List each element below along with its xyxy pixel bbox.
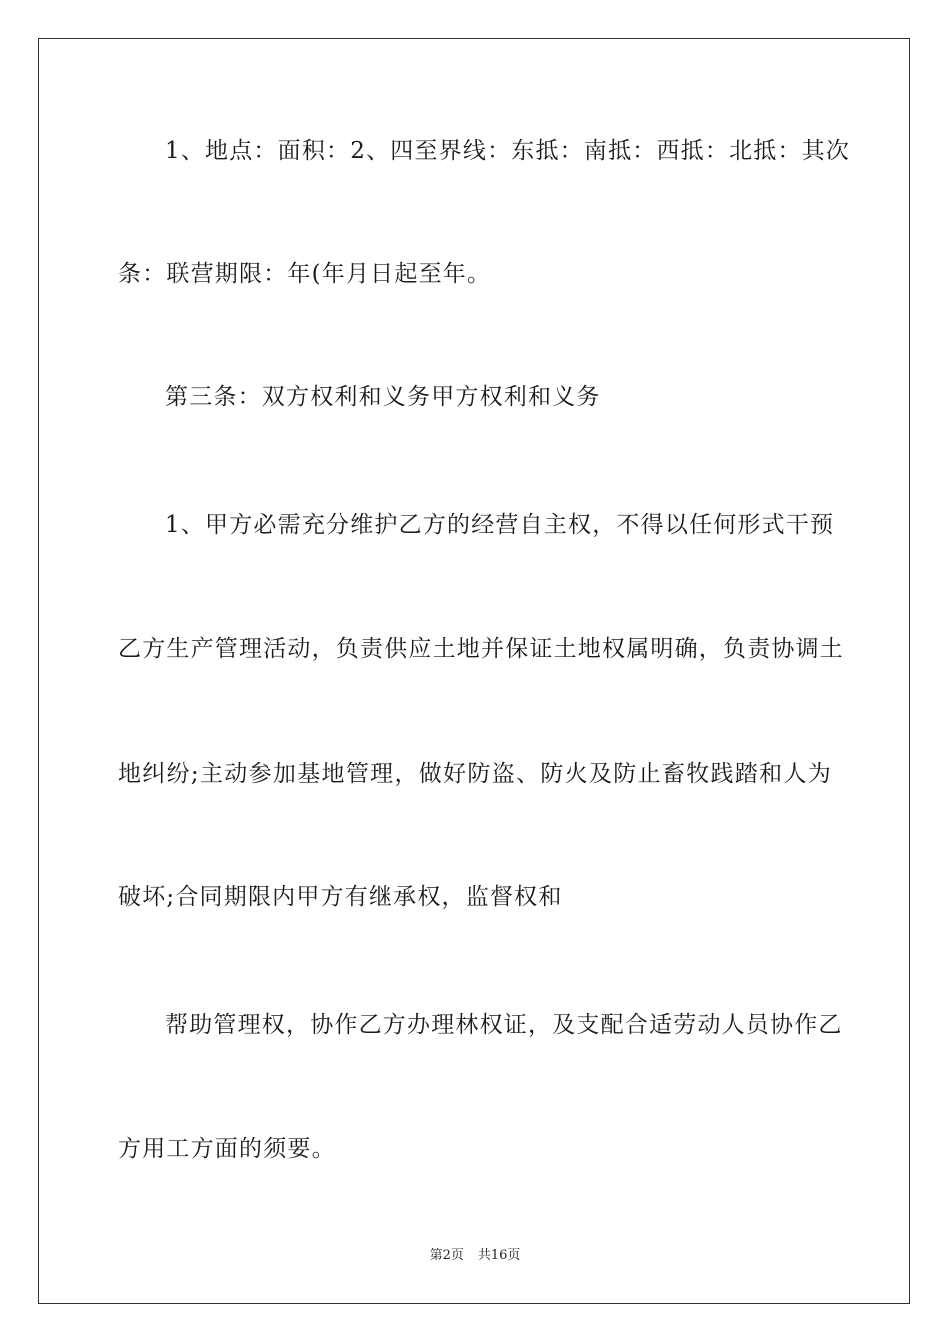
page-number: 第2页	[429, 1248, 464, 1263]
paragraph-line-4: 1、甲方必需充分维护乙方的经营自主权，不得以任何形式干预	[165, 512, 835, 538]
paragraph-line-2: 条：联营期限：年(年月日起至年。	[118, 261, 492, 287]
paragraph-line-7: 破坏;合同期限内甲方有继承权，监督权和	[118, 884, 563, 910]
paragraph-line-6: 地纠纷;主动参加基地管理，做好防盗、防火及防止畜牧践踏和人为	[118, 761, 832, 787]
paragraph-line-8: 帮助管理权，协作乙方办理林权证，及支配合适劳动人员协作乙	[165, 1012, 843, 1038]
paragraph-line-9: 方用工方面的须要。	[118, 1136, 336, 1162]
paragraph-line-1: 1、地点：面积：2、四至界线：东抵：南抵：西抵：北抵：其次	[165, 138, 851, 164]
page-footer	[0, 1247, 950, 1265]
page-border	[38, 38, 910, 1304]
paragraph-line-5: 乙方生产管理活动，负责供应土地并保证土地权属明确，负责协调土	[118, 636, 844, 662]
section-heading-article-3: 第三条：双方权利和义务甲方权利和义务	[165, 384, 601, 410]
total-pages: 共16页	[477, 1248, 521, 1263]
